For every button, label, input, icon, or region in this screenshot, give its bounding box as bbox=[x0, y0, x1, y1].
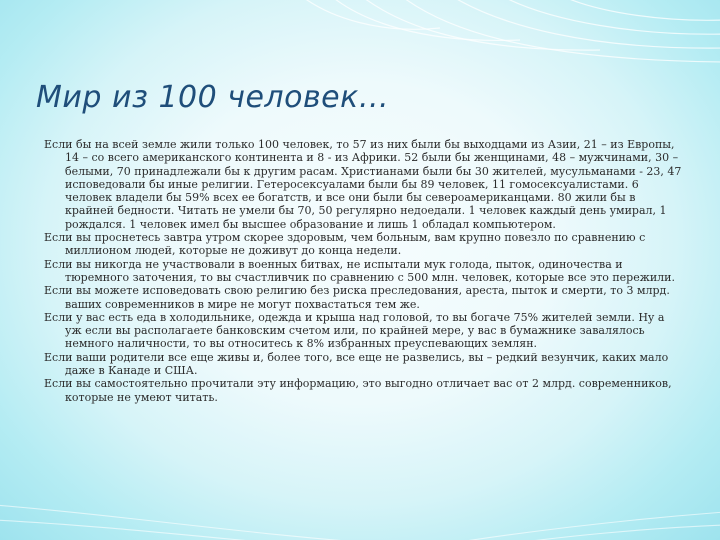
body-paragraph: Если ваши родители все еще живы и, более того, все еще не развелись, вы – редкий везунчик, каких мало даже в Канаде и США. bbox=[44, 350, 669, 378]
body-paragraph: Если вы проснетесь завтра утром скорее здоровым, чем больным, вам крупно повезло по сравнению с миллионом людей, которые не доживут до конца недели. bbox=[44, 231, 646, 258]
body-paragraph: Если бы на всей земле жили только 100 человек, то 57 из них были бы выходцами из Азии, 21 – из Европы, 14 – со всего американского континента и 8 - из Африки. 52 были бы женщинами, 48 – мужчинами, 30 – белыми, 70 принадлежали бы к другим расам. Христианами были бы 30 жителей, мусульманами - 23, 47 исповедовали бы иные религии. Гетеросексуалами были бы 89 человек, 11 гомосексуалистами. 6 человек владели бы 59% всех ее богатств, и все они были бы североамериканцами. 80 жили бы в крайней бедности. Читать не умели бы 70, 50 регулярно недоедали. 1 человек каждый день умирал, 1 рождался. 1 человек имел бы высшее образование и лишь 1 обладал компьютером. bbox=[44, 138, 682, 231]
body-paragraph: Если вы никогда не участвовали в военных битвах, не испытали мук голода, пыток, одиночества и тюремного заточения, то вы счастливчик по сравнению с 500 млн. человек, которые все это пережили. bbox=[44, 257, 675, 284]
slide-body bbox=[44, 138, 682, 498]
body-paragraph: Если вы самостоятельно прочитали эту информацию, это выгодно отличает вас от 2 млрд. современников, которые не умеют читать. bbox=[44, 377, 672, 404]
body-paragraph: Если у вас есть еда в холодильнике, одежда и крыша над головой, то вы богаче 75% жителей земли. Ну а уж если вы располагаете банковским счетом или, по крайней мере, у вас в бумажнике завалялось немного наличности, то вы относитесь к 8% избранных преуспевающих землян. bbox=[44, 310, 665, 351]
body-paragraph: Если вы можете исповедовать свою религию без риска преследования, ареста, пыток и смерти, то 3 млрд. ваших современников в мире не могут похвастаться тем же. bbox=[44, 284, 670, 311]
slide-title: Мир из 100 человек… bbox=[36, 80, 390, 115]
